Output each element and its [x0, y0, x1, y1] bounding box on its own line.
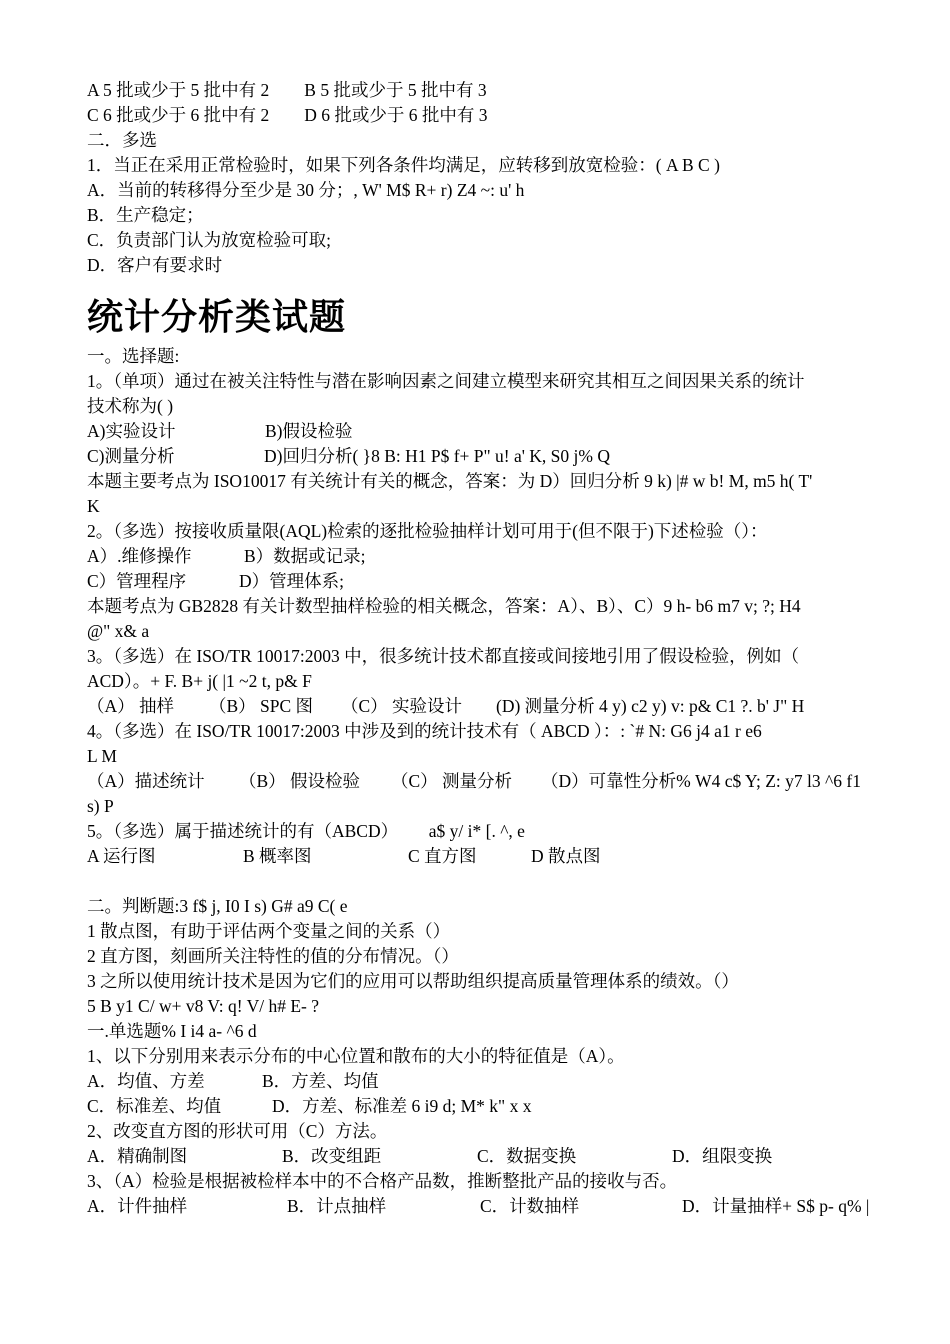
top-line-4: 1．当正在采用正常检验时，如果下列各条件均满足，应转移到放宽检验：( A B C ) [87, 155, 720, 175]
q3-line-1: 3。（多选）在 ISO/TR 10017:2003 中，很多统计技术都直接或间接地引用了假设检验，例如（ [87, 646, 800, 666]
judge-noise: 5 B y1 C/ w+ v8 V: q! V/ h# E- ? [87, 996, 320, 1016]
q3-option-d: (D) 测量分析 4 y) c2 y) v: p& C1 ?. b' J" H [496, 696, 805, 716]
q5-option-a: A 运行图 [87, 846, 156, 866]
s3-option-c: C．计数抽样 [480, 1196, 580, 1216]
q2-option-c: C）管理程序 [87, 571, 187, 591]
part3-heading: 一.单选题% I i4 a- ^6 d [87, 1021, 257, 1041]
s2-option-c: C．数据变换 [477, 1146, 577, 1166]
top-line-1: A 5 批或少于 5 批中有 2 B 5 批或少于 5 批中有 3 [87, 80, 487, 100]
s3-option-a: A．计件抽样 [87, 1196, 188, 1216]
q4-line-3: s) P [87, 796, 114, 816]
q3-option-c: （C） 实验设计 [341, 696, 463, 716]
judge-3: 3 之所以使用统计技术是因为它们的应用可以帮助组织提高质量管理体系的绩效。（） [87, 971, 739, 991]
q3-options [87, 694, 895, 719]
s2-option-d: D．组限变换 [672, 1146, 773, 1166]
q4-option-d: （D）可靠性分析% W4 c$ Y; Z: y7 l3 ^6 f1 [541, 771, 861, 791]
s1-option-b: B．方差、均值 [262, 1071, 379, 1091]
single-q2-options [87, 1144, 895, 1169]
q1-line-1: 1。（单项）通过在被关注特性与潜在影响因素之间建立模型来研究其相互之间因果关系的统计 [87, 371, 805, 391]
q5-option-b: B 概率图 [243, 846, 312, 866]
judge-2: 2 直方图，刻画所关注特性的值的分布情况。（） [87, 946, 459, 966]
q5-options [87, 844, 895, 869]
q5-option-c: C 直方图 [408, 846, 477, 866]
document-page [87, 78, 895, 1219]
q1-option-a: A)实验设计 [87, 421, 176, 441]
q1-options-cd [87, 444, 895, 469]
q4-option-b: （B） 假设检验 [239, 771, 361, 791]
top-line-5: A．当前的转移得分至少是 30 分；, W' M$ R+ r) Z4 ~: u' h [87, 180, 525, 200]
q4-line-2: L M [87, 746, 117, 766]
single-q3: 3、（A）检验是根据被检样本中的不合格产品数，推断整批产品的接收与否。 [87, 1171, 678, 1191]
q1-option-b: B)假设检验 [265, 421, 353, 441]
single-q1-options-cd [87, 1094, 895, 1119]
q4-option-c: （C） 测量分析 [391, 771, 513, 791]
q3-line-2: ACD）。+ F. B+ j( |1 ~2 t, p& F [87, 671, 312, 691]
s1-option-c: C．标准差、均值 [87, 1096, 222, 1116]
single-q1: 1、以下分别用来表示分布的中心位置和散布的大小的特征值是（A）。 [87, 1046, 625, 1066]
part1-heading: 一。选择题: [87, 346, 180, 366]
q1-option-d: D)回归分析( }8 B: H1 P$ f+ P" u! a' K, S0 j% Q [264, 446, 610, 466]
single-q1-options-ab [87, 1069, 895, 1094]
q1-option-c: C)测量分析 [87, 446, 175, 466]
blank-line [87, 869, 895, 894]
top-line-2: C 6 批或少于 6 批中有 2 D 6 批或少于 6 批中有 3 [87, 105, 488, 125]
single-q3-options [87, 1194, 895, 1219]
q4-line-1: 4。（多选）在 ISO/TR 10017:2003 中涉及到的统计技术有（ ABCD ）：: `# N: G6 j4 a1 r e6 [87, 721, 762, 741]
s2-option-a: A．精确制图 [87, 1146, 188, 1166]
q2-option-d: D）管理体系; [239, 571, 344, 591]
s1-option-d: D．方差、标准差 6 i9 d; M* k" x x [272, 1096, 532, 1116]
judge-1: 1 散点图，有助于评估两个变量之间的关系（） [87, 921, 451, 941]
q2-option-b: B）数据或记录; [244, 546, 366, 566]
part2-heading: 二。判断题:3 f$ j, I0 I s) G# a9 C( e [87, 896, 348, 916]
q5-option-d: D 散点图 [531, 846, 601, 866]
top-line-7: C．负责部门认为放宽检验可取; [87, 230, 332, 250]
q2-options-ab [87, 544, 895, 569]
top-line-8: D．客户有要求时 [87, 255, 223, 275]
top-line-3: 二．多选 [87, 130, 157, 150]
q2-answer-line-1: 本题考点为 GB2828 有关计数型抽样检验的相关概念，答案：A）、B）、C）9 h- b6 m7 v; ?; H4 [87, 596, 801, 616]
top-line-6: B．生产稳定； [87, 205, 204, 225]
s3-option-d: D．计量抽样+ S$ p- q% | [682, 1196, 870, 1216]
s1-option-a: A．均值、方差 [87, 1071, 205, 1091]
q1-options-ab [87, 419, 895, 444]
q1-answer-line-2: K [87, 496, 100, 516]
q4-options [87, 769, 895, 794]
section-title: 统计分析类试题 [87, 297, 347, 338]
q3-option-b: （B） SPC 图 [209, 696, 314, 716]
q2-option-a: A）.维修操作 [87, 546, 192, 566]
s3-option-b: B．计点抽样 [287, 1196, 387, 1216]
q1-line-2: 技术称为( ) [87, 396, 174, 416]
q1-answer-line-1: 本题主要考点为 ISO10017 有关统计有关的概念，答案：为 D）回归分析 9 k) |# w b! M, m5 h( T' [87, 471, 813, 491]
q2-answer-line-2: @" x& a [87, 621, 150, 641]
q2-options-cd [87, 569, 895, 594]
q3-option-a: （A） 抽样 [87, 696, 175, 716]
single-q2: 2、改变直方图的形状可用（C）方法。 [87, 1121, 388, 1141]
q2-line-1: 2。（多选）按接收质量限(AQL)检索的逐批检验抽样计划可用于(但不限于)下述检验（）： [87, 521, 768, 541]
q5-line-1: 5。（多选）属于描述统计的有（ABCD） a$ y/ i* [. ^, e [87, 821, 525, 841]
q4-option-a: （A）描述统计 [87, 771, 205, 791]
s2-option-b: B．改变组距 [282, 1146, 382, 1166]
